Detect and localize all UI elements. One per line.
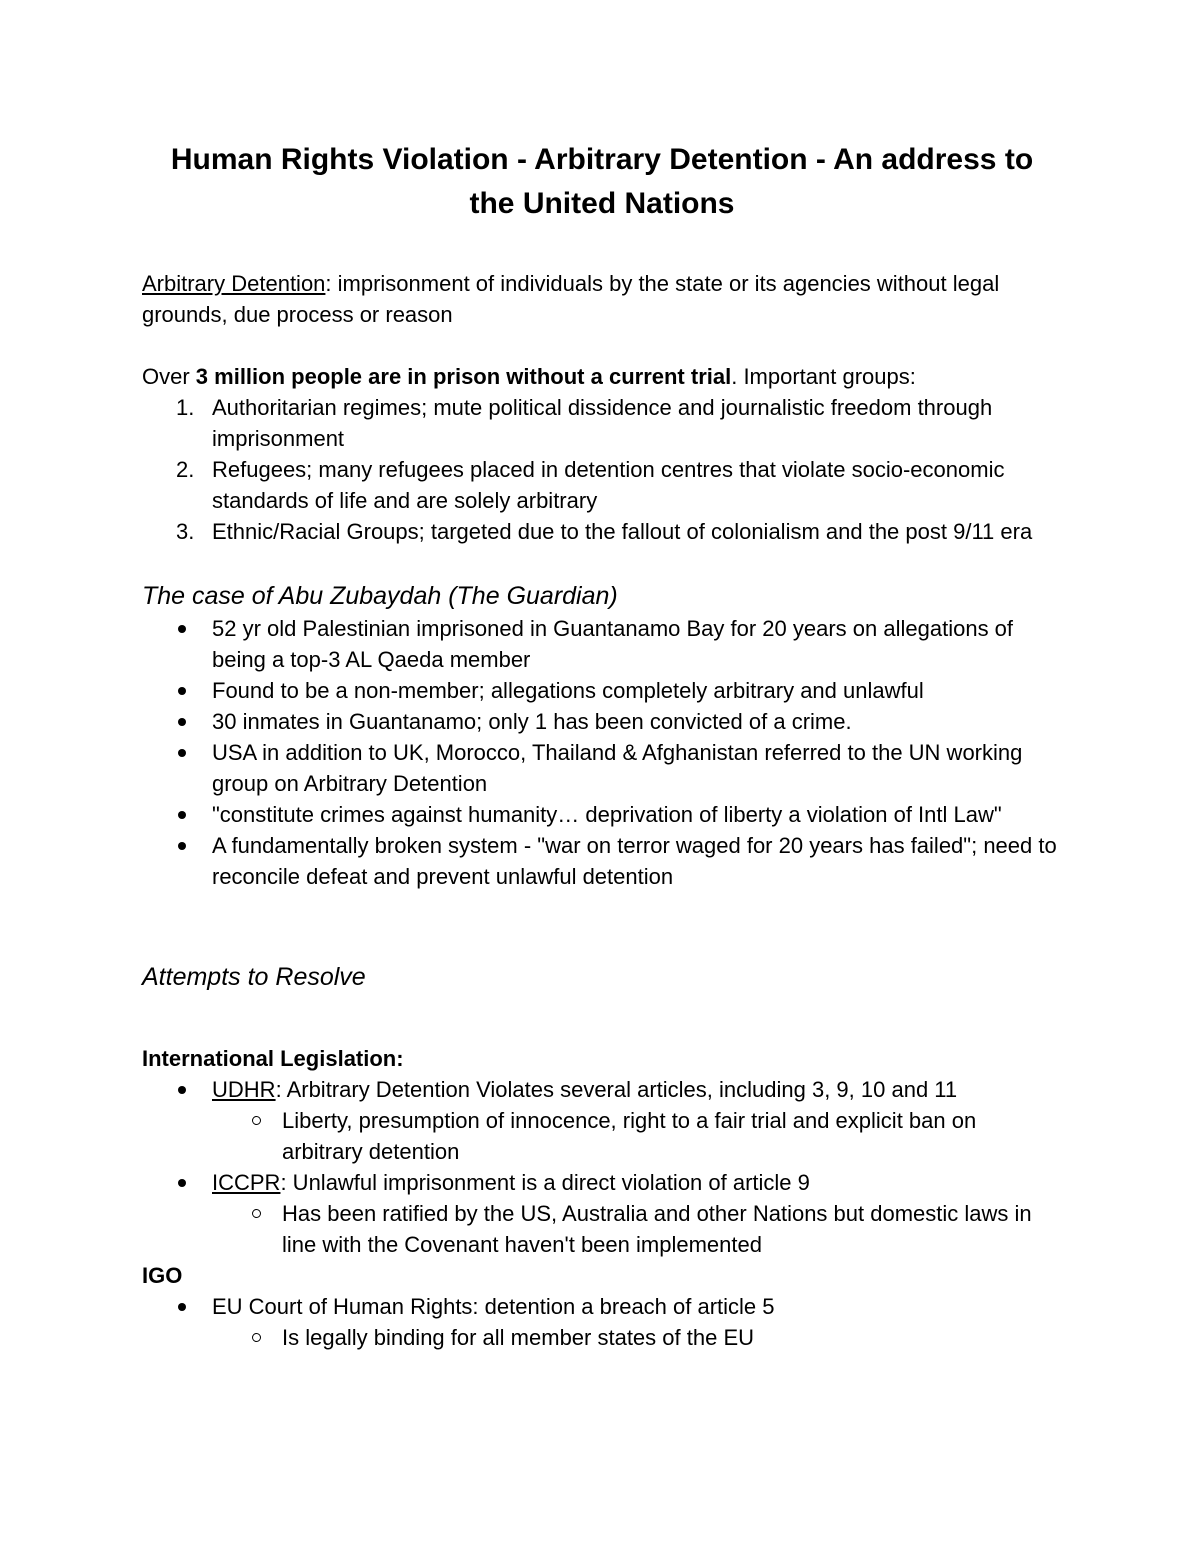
bullet-icon [178, 1179, 186, 1187]
udhr-term: UDHR [212, 1077, 276, 1102]
definition-paragraph [142, 268, 1062, 330]
intro-bold: 3 million people are in prison without a current trial [195, 364, 732, 389]
list-item [142, 392, 1062, 454]
list-item-text: Authoritarian regimes; mute political dissidence and journalistic freedom through imprisonment [212, 395, 993, 451]
sub-bullet-list [212, 1198, 1062, 1260]
list-item [142, 1167, 1062, 1260]
sub-list-item [142, 1105, 1062, 1167]
list-item [142, 830, 1062, 892]
sub-bullet-list [212, 1322, 1062, 1353]
hollow-bullet-icon [252, 1209, 261, 1218]
intro-suffix: . Important groups: [731, 364, 916, 389]
document-title: Human Rights Violation - Arbitrary Detention - An address to the United Nations [170, 143, 1034, 220]
sub-list-item-text: Has been ratified by the US, Australia and other Nations but domestic laws in line with the Covenant haven't been implemented [282, 1201, 1032, 1257]
list-number: 2. [176, 457, 195, 482]
bullet-icon [178, 687, 186, 695]
igo-heading: IGO [142, 1263, 183, 1288]
list-item [142, 454, 1062, 516]
list-item-text: 52 yr old Palestinian imprisoned in Guantanamo Bay for 20 years on allegations of being a top-3 AL Qaeda member [212, 616, 1014, 672]
bullet-icon [178, 1086, 186, 1094]
list-item-text: : Arbitrary Detention Violates several articles, including 3, 9, 10 and 11 [275, 1077, 958, 1102]
hollow-bullet-icon [252, 1116, 261, 1125]
list-item-text: 30 inmates in Guantanamo; only 1 has been convicted of a crime. [212, 709, 852, 734]
igo-list [142, 1291, 1062, 1353]
international-legislation-heading: International Legislation: [142, 1046, 404, 1071]
list-item [142, 675, 1062, 706]
list-item [142, 1291, 1062, 1353]
groups-list [142, 392, 1062, 547]
bullet-icon [178, 749, 186, 757]
list-item-text: Refugees; many refugees placed in detention centres that violate socio-economic standards of life and are solely arbitrary [212, 457, 1005, 513]
list-item-text: "constitute crimes against humanity… deprivation of liberty a violation of Intl Law" [212, 802, 1002, 827]
case-heading: The case of Abu Zubaydah (The Guardian) [142, 582, 618, 610]
sub-list-item-text: Is legally binding for all member states of the EU [282, 1325, 755, 1350]
sub-list-item [142, 1198, 1062, 1260]
bullet-icon [178, 811, 186, 819]
definition-text: : imprisonment of individuals by the state or its agencies without legal grounds, due process or reason [142, 271, 1000, 327]
list-item [142, 799, 1062, 830]
list-item-text: Found to be a non-member; allegations completely arbitrary and unlawful [212, 678, 924, 703]
case-bullet-list [142, 613, 1062, 892]
sub-list-item [142, 1322, 1062, 1353]
attempts-heading: Attempts to Resolve [142, 963, 366, 991]
list-item [142, 516, 1062, 547]
list-number: 3. [176, 519, 195, 544]
list-item-text: EU Court of Human Rights: detention a breach of article 5 [212, 1294, 775, 1319]
list-item-text: Ethnic/Racial Groups; targeted due to the fallout of colonialism and the post 9/11 era [212, 519, 1033, 544]
intro-prefix: Over [142, 364, 196, 389]
hollow-bullet-icon [252, 1333, 261, 1342]
bullet-icon [178, 625, 186, 633]
definition-term: Arbitrary Detention [142, 271, 326, 296]
list-item [142, 1074, 1062, 1167]
list-item [142, 737, 1062, 799]
list-item-text: A fundamentally broken system - "war on terror waged for 20 years has failed"; need to reconcile defeat and prevent unlawful detention [212, 833, 1057, 889]
sub-bullet-list [212, 1105, 1062, 1167]
legislation-list [142, 1074, 1062, 1260]
bullet-icon [178, 718, 186, 726]
list-number: 1. [176, 395, 195, 420]
bullet-icon [178, 842, 186, 850]
list-item [142, 706, 1062, 737]
list-item-text: : Unlawful imprisonment is a direct violation of article 9 [280, 1170, 810, 1195]
list-item [142, 613, 1062, 675]
list-item-text: USA in addition to UK, Morocco, Thailand & Afghanistan referred to the UN working group on Arbitrary Detention [212, 740, 1023, 796]
iccpr-term: ICCPR [212, 1170, 281, 1195]
sub-list-item-text: Liberty, presumption of innocence, right to a fair trial and explicit ban on arbitrary detention [282, 1108, 977, 1164]
bullet-icon [178, 1303, 186, 1311]
intro-paragraph [142, 361, 1062, 392]
document-body [142, 138, 1062, 1353]
